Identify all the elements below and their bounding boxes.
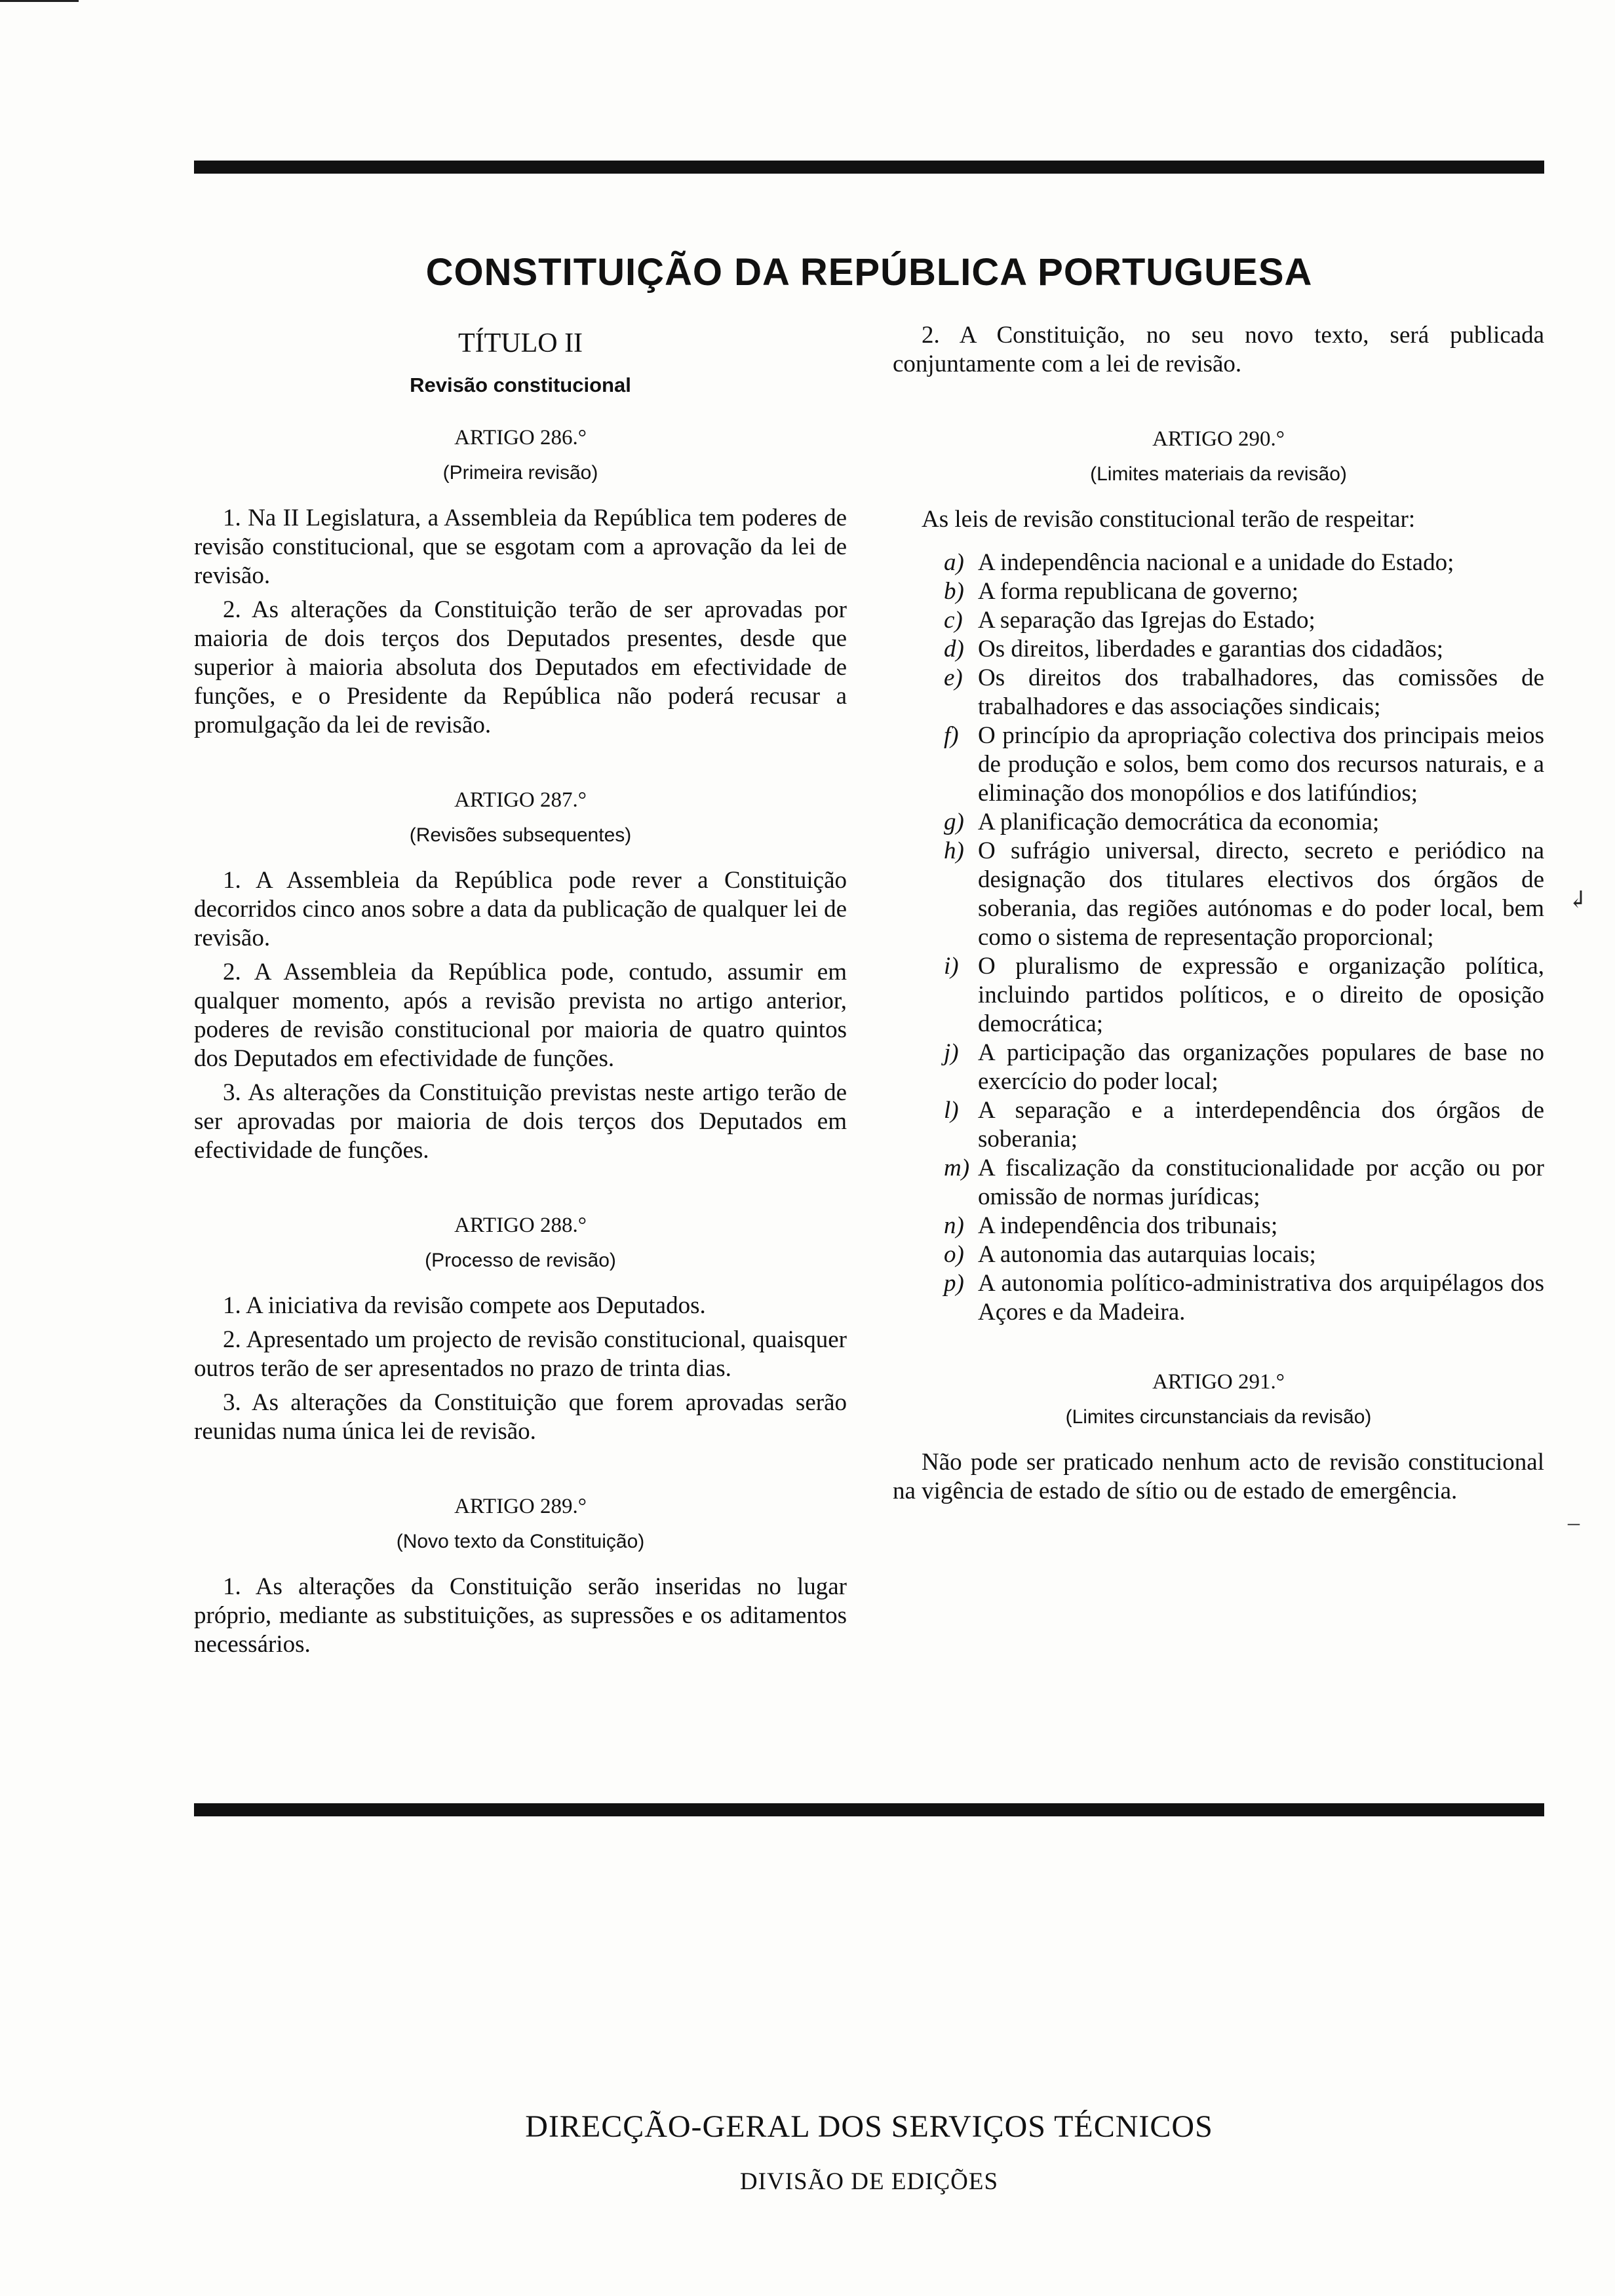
artigo-289-heading: ARTIGO 289.° [454, 1495, 587, 1518]
list-item [893, 635, 1544, 664]
list-item [893, 1096, 1544, 1154]
list-item [893, 664, 1544, 721]
list-marker: g) [944, 809, 964, 835]
list-item-text: A planificação democrática da economia; [978, 809, 1380, 835]
corner-mark [0, 0, 79, 2]
list-item-text: Os direitos dos trabalhadores, das comissões de trabalhadores e das associações sindicais; [978, 664, 1544, 720]
list-item-text: A autonomia das autarquias locais; [978, 1241, 1316, 1268]
artigo-287-subtitle: (Revisões subsequentes) [409, 824, 632, 846]
list-marker: m) [944, 1155, 970, 1181]
footer-division: DIVISÃO DE EDIÇÕES [739, 2168, 999, 2195]
list-marker: c) [944, 607, 963, 634]
list-item-text: O princípio da apropriação colectiva dos principais meios de produção e solos, bem como dos recursos naturais, e a eliminação dos monopólios e dos latifúndios; [978, 722, 1544, 807]
margin-dash-mark-icon: – [1568, 1509, 1580, 1535]
list-item [893, 808, 1544, 837]
footer-directorate: DIRECÇÃO-GERAL DOS SERVIÇOS TÉCNICOS [525, 2109, 1213, 2144]
list-marker: n) [944, 1212, 964, 1239]
artigo-288-paragraph-3: 3. As alterações da Constituição que forem aprovadas serão reunidas numa única lei de revisão. [194, 1389, 847, 1445]
list-marker: d) [944, 636, 964, 662]
artigo-291-subtitle: (Limites circunstanciais da revisão) [1065, 1406, 1372, 1428]
list-item-text: A separação das Igrejas do Estado; [978, 607, 1315, 634]
artigo-291-paragraph-1: Não pode ser praticado nenhum acto de revisão constitucional na vigência de estado de sítio ou de estado de emergência. [893, 1449, 1544, 1504]
bottom-rule [194, 1803, 1544, 1816]
artigo-288-paragraph-1: 1. A iniciativa da revisão compete aos Deputados. [223, 1292, 706, 1319]
artigo-290-list [893, 548, 1544, 1327]
artigo-291-heading: ARTIGO 291.° [1152, 1370, 1285, 1394]
artigo-288-paragraph-2: 2. Apresentado um projecto de revisão constitucional, quaisquer outros terão de ser apresentados no prazo de trinta dias. [194, 1326, 847, 1382]
artigo-290-intro: As leis de revisão constitucional terão de respeitar: [922, 506, 1416, 533]
artigo-287-heading: ARTIGO 287.° [454, 788, 587, 812]
artigo-286-heading: ARTIGO 286.° [454, 426, 587, 450]
artigo-288-subtitle: (Processo de revisão) [425, 1250, 616, 1271]
artigo-287-paragraph-1: 1. A Assembleia da República pode rever a Constituição decorridos cinco anos sobre a data da publicação de qualquer lei de revisão. [194, 867, 847, 951]
list-item-text: A autonomia político-administrativa dos arquipélagos dos Açores e da Madeira. [978, 1270, 1544, 1326]
list-marker: e) [944, 664, 963, 691]
left-column [194, 321, 847, 1664]
artigo-286-subtitle: (Primeira revisão) [442, 462, 598, 484]
list-item [893, 1269, 1544, 1327]
list-marker: l) [944, 1097, 959, 1124]
artigo-289-paragraph-2: 2. A Constituição, no seu novo texto, será publicada conjuntamente com a lei de revisão. [893, 322, 1544, 377]
list-marker: b) [944, 578, 964, 605]
list-item-text: Os direitos, liberdades e garantias dos cidadãos; [978, 636, 1443, 662]
list-item [893, 548, 1544, 577]
list-item [893, 1212, 1544, 1240]
top-rule [194, 161, 1544, 174]
list-item-text: A independência nacional e a unidade do Estado; [978, 549, 1454, 576]
list-item [893, 606, 1544, 635]
artigo-290-heading: ARTIGO 290.° [1152, 427, 1285, 451]
titulo-heading: TÍTULO II [457, 328, 583, 358]
list-item-text: O pluralismo de expressão e organização política, incluindo partidos políticos, e o direito de oposição democrática; [978, 953, 1544, 1037]
list-item-text: O sufrágio universal, directo, secreto e periódico na designação dos titulares electivos dos órgãos de soberania, das regiões autónomas e do poder local, bem como o sistema de representação proporcional; [978, 837, 1544, 951]
titulo-subtitle: Revisão constitucional [410, 373, 631, 396]
list-item [893, 1240, 1544, 1269]
artigo-289-paragraph-1: 1. As alterações da Constituição serão inseridas no lugar próprio, mediante as substituições, as supressões e os aditamentos necessários. [194, 1573, 847, 1658]
margin-check-mark-icon: ↲ [1568, 887, 1588, 913]
list-item-text: A separação e a interdependência dos órgãos de soberania; [978, 1097, 1544, 1153]
list-marker: i) [944, 953, 959, 980]
list-marker: p) [944, 1270, 964, 1297]
list-marker: o) [944, 1241, 964, 1268]
artigo-288-heading: ARTIGO 288.° [454, 1214, 587, 1237]
list-item [893, 577, 1544, 606]
right-column [893, 321, 1544, 1511]
artigo-290-subtitle: (Limites materiais da revisão) [1090, 463, 1347, 485]
artigo-287-paragraph-2: 2. A Assembleia da República pode, contudo, assumir em qualquer momento, após a revisão prevista no artigo anterior, poderes de revisão constitucional por maioria de quatro quintos dos Deputados em efectividade de funções. [194, 959, 847, 1072]
list-item-text: A fiscalização da constitucionalidade por acção ou por omissão de normas jurídicas; [978, 1155, 1544, 1210]
artigo-289-subtitle: (Novo texto da Constituição) [396, 1531, 645, 1552]
document-title: CONSTITUIÇÃO DA REPÚBLICA PORTUGUESA [425, 251, 1313, 294]
list-item [893, 952, 1544, 1039]
list-marker: j) [944, 1039, 959, 1066]
list-marker: a) [944, 549, 964, 576]
artigo-286-paragraph-1: 1. Na II Legislatura, a Assembleia da República tem poderes de revisão constitucional, que se esgotam com a aprovação da lei de revisão. [194, 505, 847, 589]
artigo-286-paragraph-2: 2. As alterações da Constituição terão de ser aprovadas por maioria de dois terços dos Deputados presentes, desde que superior à maioria absoluta dos Deputados em efectividade de funções, e o Presidente da República não poderá recusar a promulgação da lei de revisão. [194, 596, 847, 738]
list-item-text: A independência dos tribunais; [978, 1212, 1278, 1239]
list-item [893, 837, 1544, 952]
list-item [893, 1039, 1544, 1096]
list-item [893, 1154, 1544, 1212]
list-marker: h) [944, 837, 964, 864]
list-item-text: A forma republicana de governo; [978, 578, 1299, 605]
list-marker: f) [944, 722, 959, 749]
list-item-text: A participação das organizações populares de base no exercício do poder local; [978, 1039, 1544, 1095]
list-item [893, 721, 1544, 808]
artigo-287-paragraph-3: 3. As alterações da Constituição previstas neste artigo terão de ser aprovadas por maioria de dois terços dos Deputados em efectividade de funções. [194, 1079, 847, 1164]
